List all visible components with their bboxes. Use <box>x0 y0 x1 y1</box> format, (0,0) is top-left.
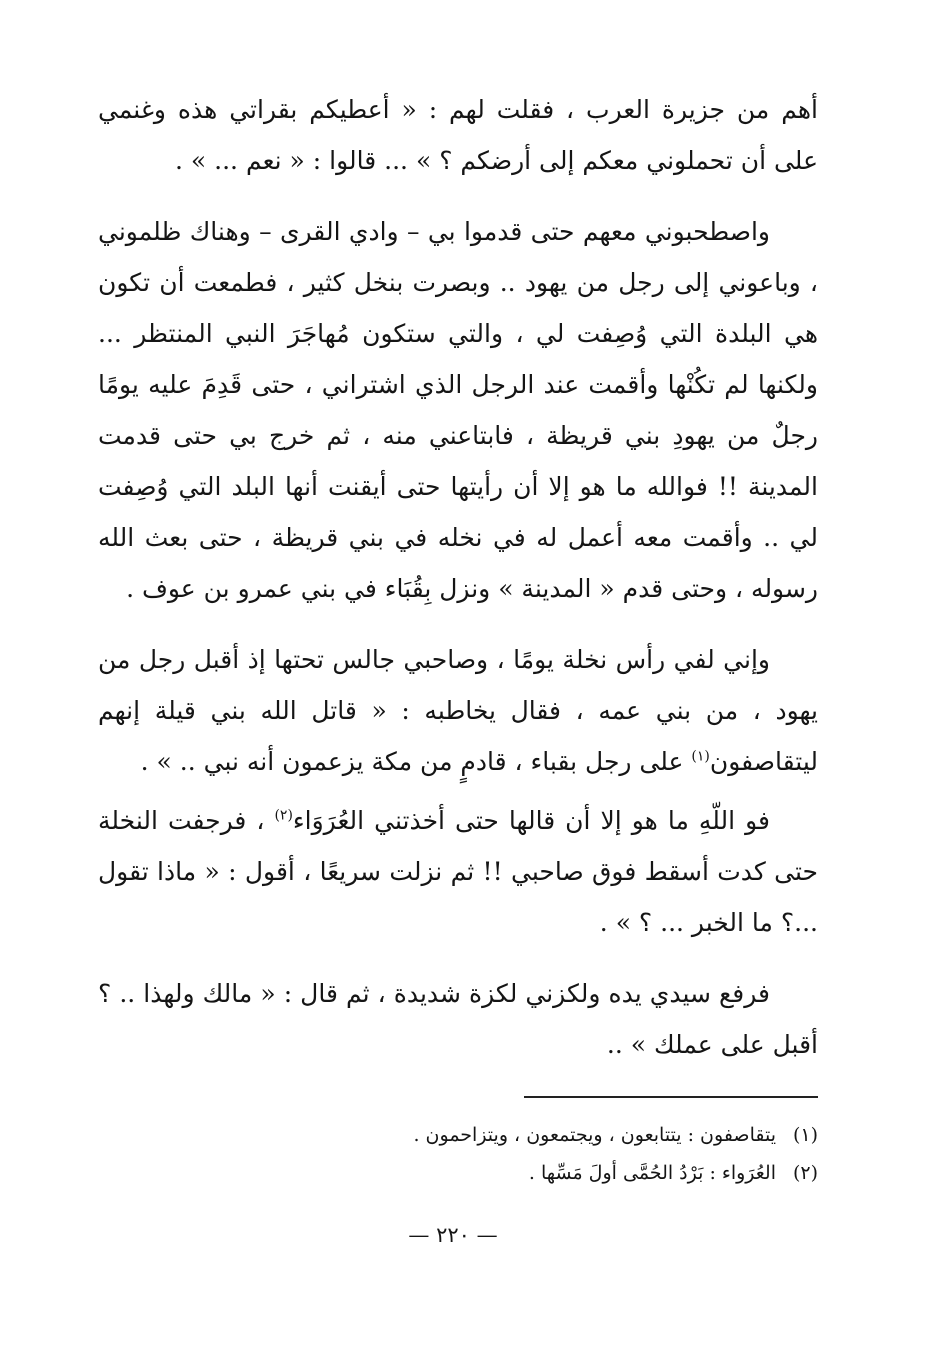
paragraph-1: أهم من جزيرة العرب ، فقلت لهم : « أعطيكم بقراتي هذه وغنمي على أن تحملوني معكم إلى أرضكم ؟ » ... قالوا : « نعم ... » . <box>98 95 818 175</box>
main-text <box>98 84 818 1070</box>
footnote-2 <box>300 1154 818 1192</box>
footnote-1 <box>300 1116 818 1154</box>
paragraph-5: فرفع سيدي يده ولكزني لكزة شديدة ، ثم قال : « مالك ولهذا .. ؟ أقبل على عملك » .. <box>98 979 818 1059</box>
footnote-1-text: يتقاصفون : يتتابعون ، ويجتمعون ، ويتزاحمون . <box>413 1124 776 1146</box>
paragraph-2: واصطحبوني معهم حتى قدموا بي – وادي القرى – وهناك ظلموني ، وباعوني إلى رجل من يهود .. وبصرت بنخل كثير ، فطمعت أن تكون هي البلدة التي وُصِفت لي ، والتي ستكون مُهاجَرَ النبي المنتظر ... ولكنها لم تكُنْها وأقمت عند الرجل الذي اشتراني ، حتى قَدِمَ عليه يومًا رجلٌ من يهودِ بني قريظة ، فابتاعني منه ، ثم خرج بي حتى قدمت المدينة !! فوالله ما هو إلا أن رأيتها حتى أيقنت أنها البلد التي وُصِفت لي .. وأقمت معه أعمل له في نخله في بني قريظة ، حتى بعث الله رسوله ، وحتى قدم « المدينة » ونزل بِقُبَاء في بني عمرو بن عوف . <box>98 217 818 603</box>
footnote-ref-1: (١) <box>691 748 710 765</box>
paragraph-3 <box>98 634 818 787</box>
footnote-2-text: العُرَواء : بَرْدُ الحُمَّى أولَ مَسِّها . <box>528 1162 776 1184</box>
footnote-separator <box>524 1096 818 1098</box>
paragraph-3-text-b: على رجل بقباء ، قادمٍ من مكة يزعمون أنه نبي .. » . <box>140 747 692 776</box>
paragraph-4-text-a: فو اللّهِ ما هو إلا أن قالها حتى أخذتني العُرَوَاء <box>292 806 770 835</box>
paragraph-4-text-b: ، فرجفت النخلة حتى كدت أسقط فوق صاحبي !! ثم نزلت سريعًا ، أقول : « ماذا تقول ...؟ ما الخبر ... ؟ » . <box>98 806 818 937</box>
footnotes <box>300 1116 818 1192</box>
paragraph-3-text-a: وإني لفي رأس نخلة يومًا ، وصاحبي جالس تحتها إذ أقبل رجل من يهود ، من بني عمه ، فقال يخاطبه : « قاتل الله بني قيلة إنهم ليتقاصفون <box>98 645 818 776</box>
page-number: — ٢٢٠ — <box>408 1223 498 1247</box>
footnote-1-number: (١) <box>792 1124 818 1146</box>
footnote-ref-2: (٢) <box>274 807 293 824</box>
footnote-2-number: (٢) <box>792 1162 818 1184</box>
paragraph-4 <box>98 795 818 948</box>
